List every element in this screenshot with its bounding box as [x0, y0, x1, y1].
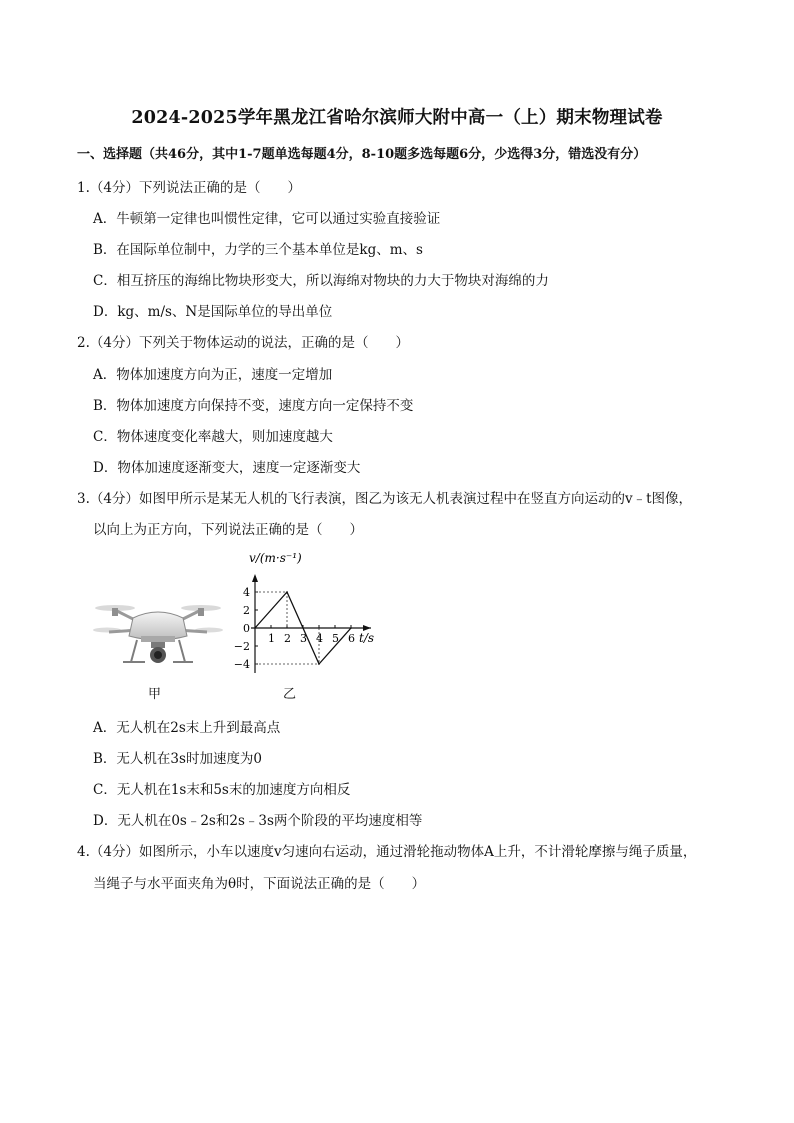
y-tick-label: 4 — [243, 586, 250, 599]
vt-data-point — [286, 591, 288, 593]
question-3-option-b: B．无人机在3s时加速度为0 — [93, 751, 263, 767]
y-axis-arrow — [252, 574, 258, 582]
question-3-option-c: C．无人机在1s末和5s末的加速度方向相反 — [93, 782, 351, 798]
y-tick-label: 0 — [243, 622, 250, 635]
x-tick-label: 6 — [348, 632, 355, 645]
x-tick-label: 1 — [268, 632, 275, 645]
question-3-option-a: A．无人机在2s末上升到最高点 — [93, 720, 281, 736]
question-4-stem-cont: 当绳子与水平面夹角为θ时，下面说法正确的是（ ） — [93, 876, 426, 892]
question-1-option-b: B．在国际单位制中，力学的三个基本单位是kg、m、s — [93, 242, 423, 258]
figure-caption-right: 乙 — [283, 687, 297, 702]
question-3-stem-cont: 以向上为正方向，下列说法正确的是（ ） — [93, 522, 363, 538]
y-tick-label: 2 — [243, 604, 250, 617]
x-tick-label: 5 — [332, 632, 339, 645]
question-1-option-c: C．相互挤压的海绵比物块形变大，所以海绵对物块的力大于物块对海绵的力 — [93, 273, 549, 289]
question-1-option-a: A．牛顿第一定律也叫惯性定律，它可以通过实验直接验证 — [93, 211, 441, 227]
vt-data-point — [350, 627, 352, 629]
question-2-option-b: B．物体加速度方向保持不变，速度方向一定保持不变 — [93, 398, 414, 414]
vt-data-point — [254, 627, 256, 629]
vt-data-point — [318, 663, 320, 665]
question-3-option-d: D．无人机在0s﹣2s和2s﹣3s两个阶段的平均速度相等 — [93, 813, 423, 829]
vt-chart — [227, 548, 403, 678]
question-2-option-a: A．物体加速度方向为正，速度一定增加 — [93, 367, 333, 383]
page-title: 2024-2025学年黑龙江省哈尔滨师大附中高一（上）期末物理试卷 — [131, 108, 663, 128]
x-tick-label: 2 — [284, 632, 291, 645]
question-3-stem: 3.（4分）如图甲所示是某无人机的飞行表演，图乙为该无人机表演过程中在竖直方向运动的v﹣t图像， — [77, 491, 693, 507]
question-4-stem: 4.（4分）如图所示，小车以速度v匀速向右运动，通过滑轮拖动物体A上升，不计滑轮摩擦与绳子质量， — [77, 844, 697, 860]
x-tick-label: 4 — [316, 632, 323, 645]
question-2-stem: 2.（4分）下列关于物体运动的说法，正确的是（ ） — [77, 335, 409, 351]
section-heading: 一、选择题（共46分，其中1-7题单选每题4分，8-10题多选每题6分，少选得3分，错选没有分） — [77, 147, 647, 162]
question-1-stem: 1.（4分）下列说法正确的是（ ） — [77, 180, 301, 196]
figure-caption-left: 甲 — [148, 687, 162, 702]
question-1-option-d: D．kg、m/s、N是国际单位的导出单位 — [93, 304, 333, 320]
x-tick-label: 3 — [300, 632, 307, 645]
question-3-figure — [93, 548, 403, 704]
y-axis-label: v/(m·s⁻¹) — [249, 551, 302, 565]
y-tick-label: −4 — [233, 658, 250, 671]
question-2-option-d: D．物体加速度逐渐变大，速度一定逐渐变大 — [93, 460, 361, 476]
drone-icon — [93, 596, 223, 676]
question-2-option-c: C．物体速度变化率越大，则加速度越大 — [93, 429, 333, 445]
x-axis-label: t/s — [359, 631, 375, 645]
y-tick-label: −2 — [233, 640, 250, 653]
